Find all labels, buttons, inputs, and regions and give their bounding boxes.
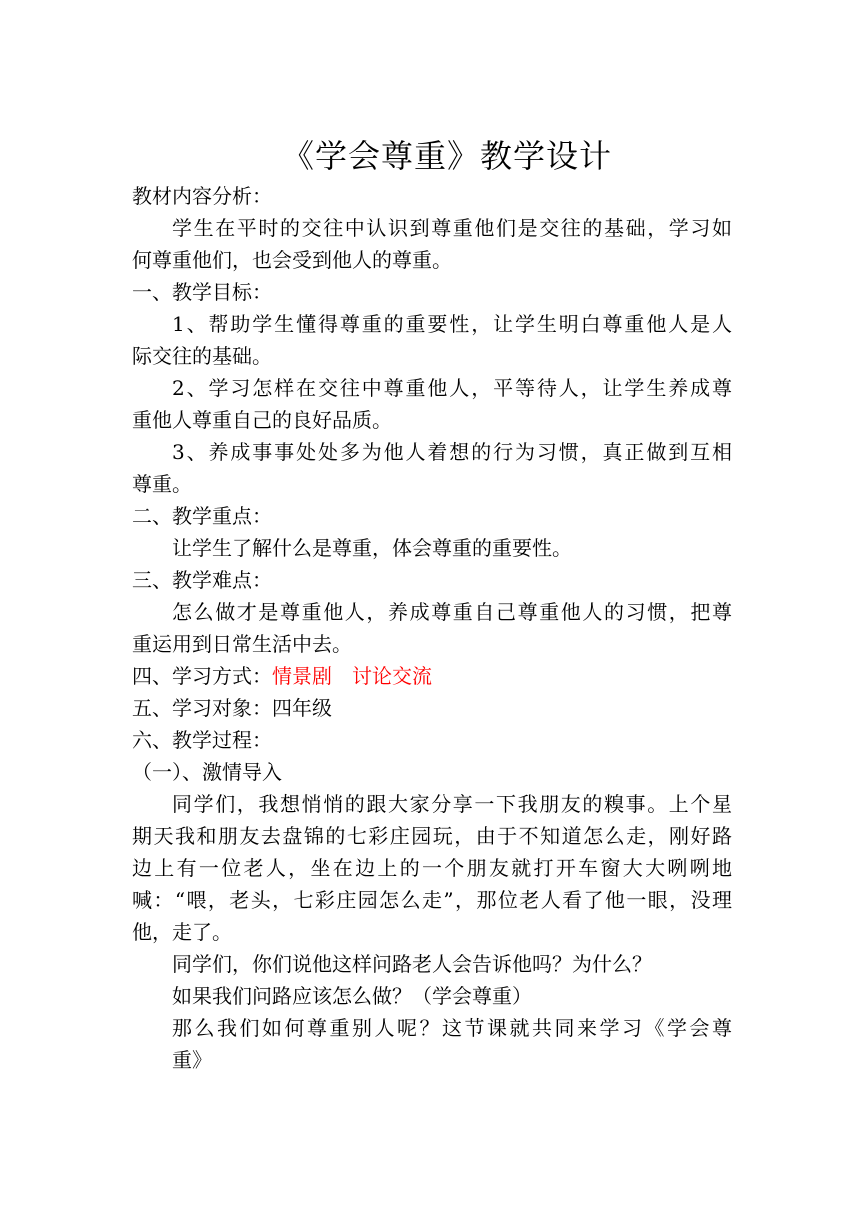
- goals-heading: 一、教学目标：: [132, 280, 272, 304]
- goal-3-line-2: 尊重。: [132, 472, 192, 496]
- goal-1-line-1: 1、帮助学生懂得尊重的重要性，让学生明白尊重他人是人: [172, 312, 732, 336]
- learning-method-label: 四、学习方式：: [132, 664, 272, 688]
- process-heading: 六、教学过程：: [132, 728, 272, 752]
- goal-1-line-2: 际交往的基础。: [132, 344, 272, 368]
- analysis-paragraph-line-2: 何尊重他们，也会受到他人的尊重。: [132, 248, 452, 272]
- document-page: [132, 132, 732, 1076]
- analysis-heading: 教材内容分析：: [132, 184, 272, 208]
- question-3-line-2: 重》: [172, 1048, 212, 1072]
- learning-method: [132, 660, 732, 692]
- step-1-heading: （一）、激情导入: [132, 760, 282, 784]
- difficulty-heading: 三、教学难点：: [132, 568, 272, 592]
- question-1: 同学们，你们说他这样问路老人会告诉他吗？为什么？: [172, 952, 652, 976]
- learning-target: [132, 692, 732, 724]
- learning-method-value-2: 讨论交流: [352, 664, 432, 688]
- goal-2-line-2: 重他人尊重自己的良好品质。: [132, 408, 392, 432]
- question-3-line-1: 那么我们如何尊重别人呢？这节课就共同来学习《学会尊: [172, 1016, 732, 1040]
- key-points-heading: 二、教学重点：: [132, 504, 272, 528]
- analysis-paragraph-line-1: 学生在平时的交往中认识到尊重他们是交往的基础，学习如: [172, 216, 732, 240]
- story-line-5: 他，走了。: [132, 920, 232, 944]
- difficulty-line-1: 怎么做才是尊重他人，养成尊重自己尊重他人的习惯，把尊: [172, 600, 732, 624]
- story-line-3: 边上有一位老人，坐在边上的一个朋友就打开车窗大大咧咧地: [132, 856, 732, 880]
- learning-target-value: 四年级: [272, 696, 332, 720]
- question-2: 如果我们问路应该怎么做？（学会尊重）: [172, 984, 532, 1008]
- difficulty-line-2: 重运用到日常生活中去。: [132, 632, 352, 656]
- learning-target-label: 五、学习对象：: [132, 696, 272, 720]
- learning-method-value-1: 情景剧: [272, 664, 332, 688]
- story-line-4: 喊：“喂，老头，七彩庄园怎么走”，那位老人看了他一眼，没理: [132, 888, 732, 912]
- story-line-2: 期天我和朋友去盘锦的七彩庄园玩，由于不知道怎么走，刚好路: [132, 824, 732, 848]
- goal-2-line-1: 2、学习怎样在交往中尊重他人，平等待人，让学生养成尊: [172, 376, 732, 400]
- key-points-text: 让学生了解什么是尊重，体会尊重的重要性。: [172, 536, 572, 560]
- story-line-1: 同学们，我想悄悄的跟大家分享一下我朋友的糗事。上个星: [172, 792, 732, 816]
- goal-3-line-1: 3、养成事事处处多为他人着想的行为习惯，真正做到互相: [172, 440, 732, 464]
- document-title: 《学会尊重》教学设计: [281, 137, 612, 175]
